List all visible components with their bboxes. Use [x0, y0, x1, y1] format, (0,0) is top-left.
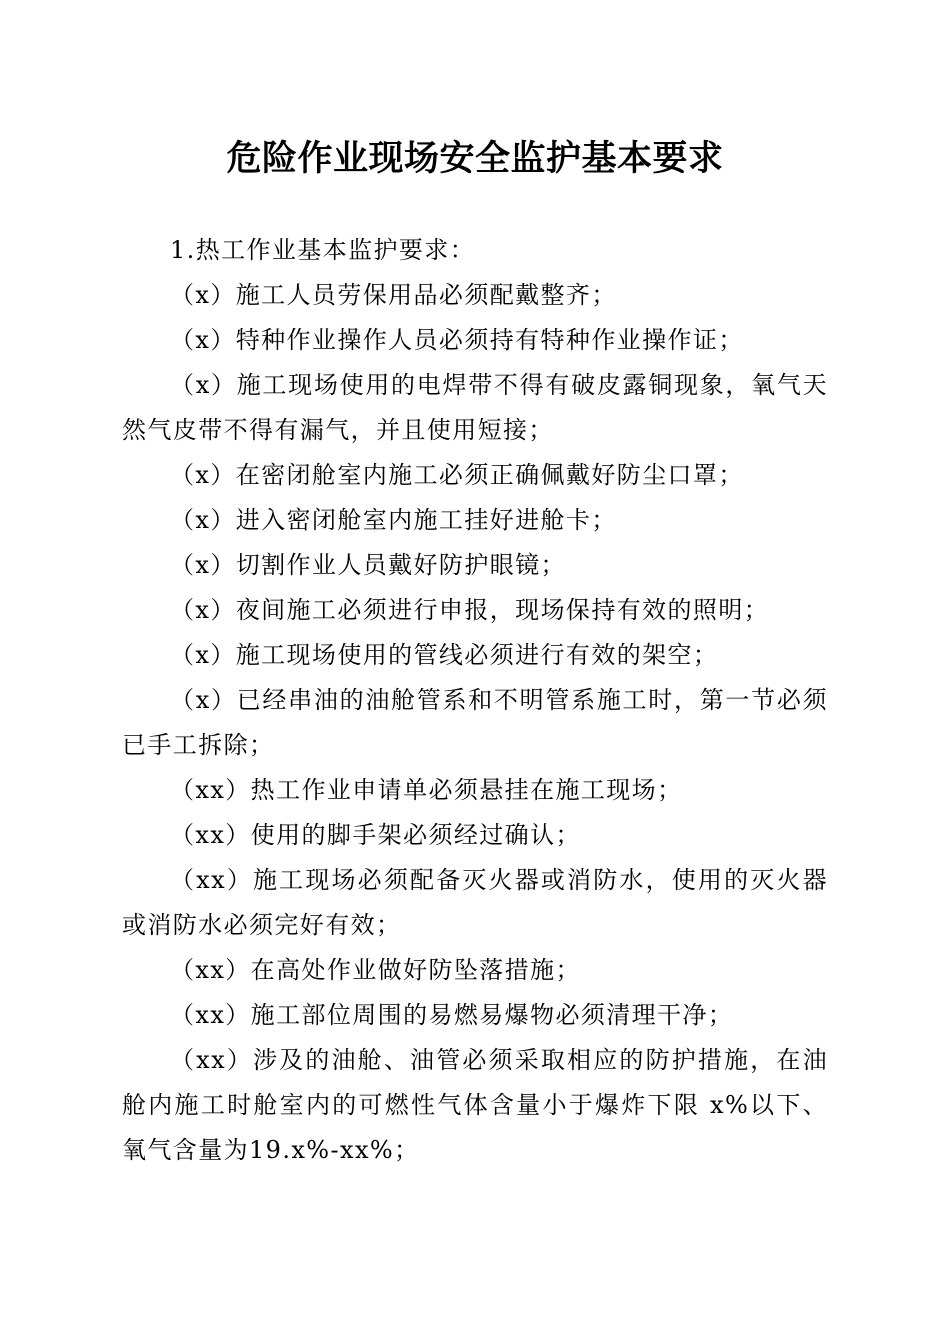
paragraph-item: （xx）在高处作业做好防坠落措施；: [170, 956, 581, 984]
paragraph-item: （x）夜间施工必须进行申报，现场保持有效的照明；: [170, 596, 770, 624]
paragraph-item: （x）施工现场使用的电焊带不得有破皮露铜现象，氧气天然气皮带不得有漏气，并且使用短接；: [122, 371, 828, 444]
document-title: 危险作业现场安全监护基本要求: [226, 138, 724, 179]
document-body: [122, 228, 828, 1173]
paragraph-item: （x）已经串油的油舱管系和不明管系施工时，第一节必须已手工拆除；: [122, 686, 828, 759]
paragraph-item: （xx）施工现场必须配备灭火器或消防水，使用的灭火器或消防水必须完好有效；: [122, 866, 828, 939]
paragraph-item: （x）施工人员劳保用品必须配戴整齐；: [170, 281, 617, 309]
paragraph-item: （xx）施工部位周围的易燃易爆物必须清理干净；: [170, 1001, 734, 1029]
paragraph-section-heading: 1.热工作业基本监护要求：: [170, 236, 476, 264]
paragraph-item: （x）进入密闭舱室内施工挂好进舱卡；: [170, 506, 617, 534]
paragraph-item: （xx）热工作业申请单必须悬挂在施工现场；: [170, 776, 683, 804]
paragraph-item: （xx）使用的脚手架必须经过确认；: [170, 821, 581, 849]
paragraph-item: （xx）涉及的油舱、油管必须采取相应的防护措施，在油舱内施工时舱室内的可燃性气体含量小于爆炸下限 x%以下、氧气含量为19.x%-xx%；: [122, 1046, 828, 1164]
paragraph-item: （x）在密闭舱室内施工必须正确佩戴好防尘口罩；: [170, 461, 744, 489]
paragraph-item: （x）特种作业操作人员必须持有特种作业操作证；: [170, 326, 744, 354]
paragraph-item: （x）切割作业人员戴好防护眼镜；: [170, 551, 566, 579]
paragraph-item: （x）施工现场使用的管线必须进行有效的架空；: [170, 641, 719, 669]
